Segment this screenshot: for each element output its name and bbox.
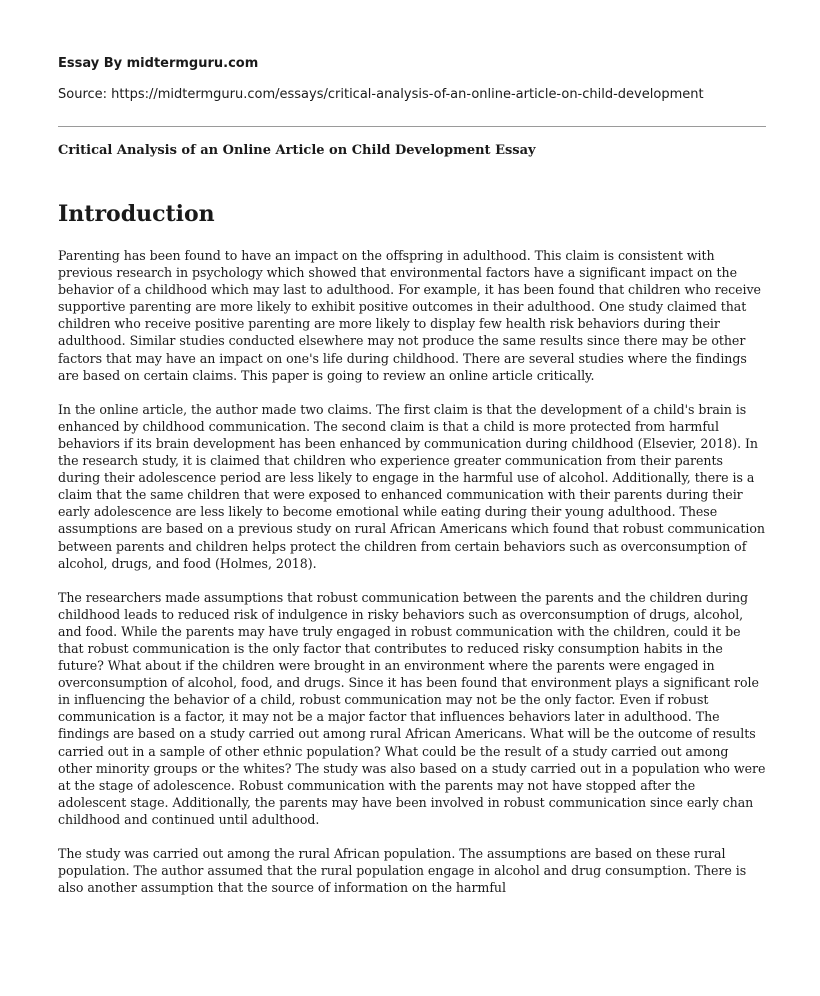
essay-body [58, 247, 766, 913]
section-heading: Introduction [58, 201, 215, 227]
paragraph: Parenting has been found to have an impact on the offspring in adulthood. This claim is consistent with previous research in psychology which showed that environmental factors have a significant impact on the behavior of a childhood which may last to adulthood. For example, it has been found that children who receive supportive parenting are more likely to exhibit positive outcomes in their adulthood. One study claimed that children who receive positive parenting are more likely to display few health risk behaviors during their adulthood. Similar studies conducted elsewhere may not produce the same results since there may be other factors that may have an impact on one's life during childhood. There are several studies where the findings are based on certain claims. This paper is going to review an online article critically. [58, 248, 761, 383]
paragraph: The study was carried out among the rural African population. The assumptions are based on these rural population. The author assumed that the rural population engage in alcohol and drug consumption. There is also another assumption that the source of information on the harmful [58, 846, 747, 896]
paragraph: In the online article, the author made two claims. The first claim is that the development of a child's brain is enhanced by childhood communication. The second claim is that a child is more protected from harmful behaviors if its brain development has been enhanced by communication during childhood (Elsevier, 2018). In the research study, it is claimed that children who experience greater communication from their parents during their adolescence period are less likely to engage in the harmful use of alcohol. Additionally, there is a claim that the same children that were exposed to enhanced communication with their parents during their early adolescence are less likely to become emotional while eating during their young adulthood. These assumptions are based on a previous study on rural African Americans which found that robust communication between parents and children helps protect the children from certain behaviors such as overconsumption of alcohol, drugs, and food (Holmes, 2018). [58, 401, 765, 571]
site-label: Essay By midtermguru.com [58, 56, 259, 71]
document-title: Critical Analysis of an Online Article on Child Development Essay [58, 143, 536, 158]
source-link[interactable]: Source: https://midtermguru.com/essays/critical-analysis-of-an-online-article-on-child-development [58, 87, 704, 102]
header-divider [58, 126, 766, 127]
paragraph: The researchers made assumptions that robust communication between the parents and the children during childhood leads to reduced risk of indulgence in risky behaviors such as overconsumption of drugs, alcohol, and food. While the parents may have truly engaged in robust communication with the children, could it be that robust communication is the only factor that contributes to reduced risky consumption habits in the future? What about if the children were brought in an environment where the parents were engaged in overconsumption of alcohol, food, and drugs. Since it has been found that environment plays a significant role in influencing the behavior of a child, robust communication may not be the only factor. Even if robust communication is a factor, it may not be a major factor that influences behaviors later in adulthood. The findings are based on a study carried out among rural African Americans. What will be the outcome of results carried out in a sample of other ethnic population? What could be the result of a study carried out among other minority groups or the whites? The study was also based on a study carried out in a population who were at the stage of adolescence. Robust communication with the parents may not have stopped after the adolescent stage. Additionally, the parents may have been involved in robust communication since early chan childhood and continued until adulthood. [58, 589, 766, 827]
